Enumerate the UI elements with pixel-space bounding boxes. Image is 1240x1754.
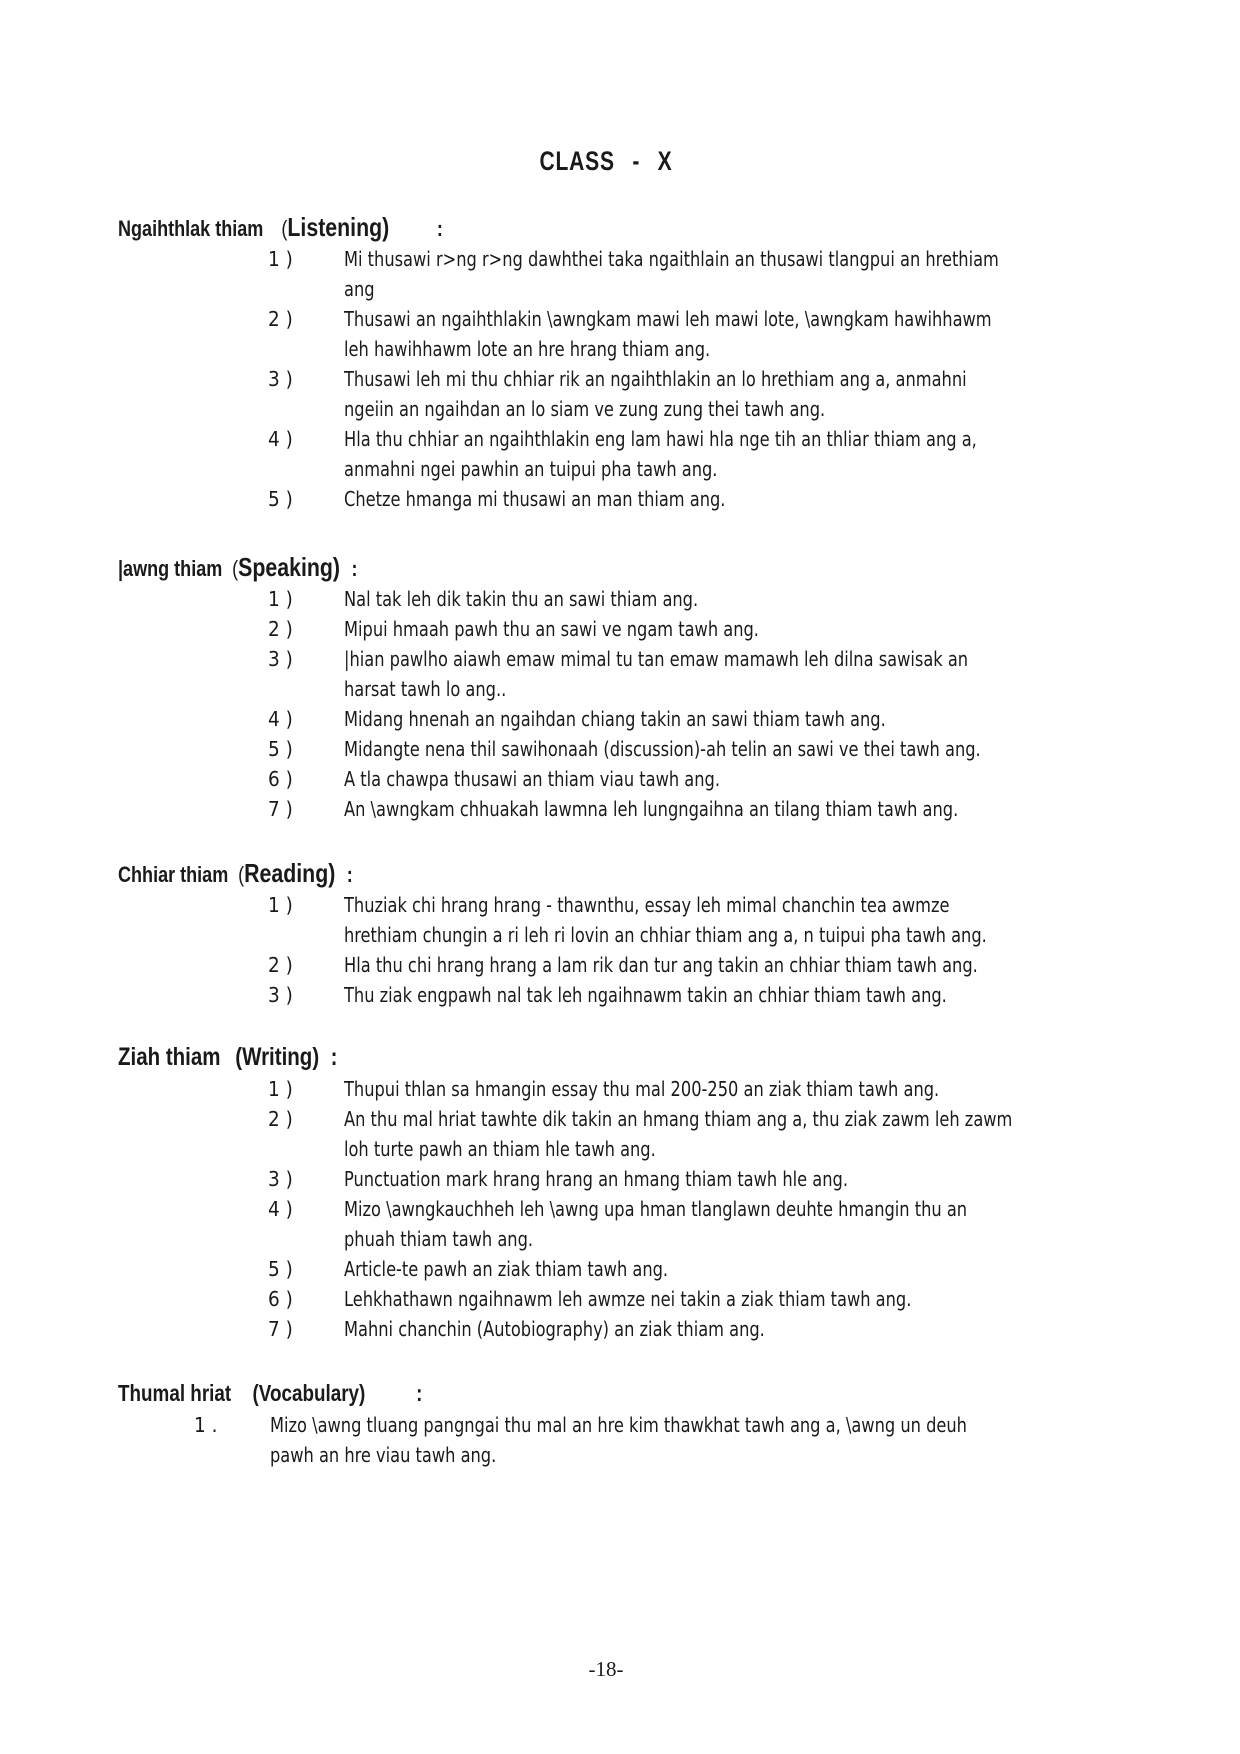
item-number: 3 ) <box>268 1167 293 1191</box>
item-number: 1 . <box>194 1413 218 1437</box>
list-item <box>118 244 1118 304</box>
item-text: Lehkhathawn ngaihnawm leh awmze nei takin a ziak thiam tawh ang. <box>344 1287 912 1311</box>
list-item <box>118 1104 1118 1164</box>
item-text: Mipui hmaah pawh thu an sawi ve ngam tawh ang. <box>344 617 759 641</box>
item-number: 5 ) <box>268 737 293 761</box>
heading-colon: : <box>330 1043 338 1071</box>
item-number: 2 ) <box>268 953 293 977</box>
item-text: An thu mal hriat tawhte dik takin an hmang thiam ang a, thu ziak zawm leh zawm loh turte pawh an thiam hle tawh ang. <box>344 1107 1013 1161</box>
list-item <box>118 424 1118 484</box>
objective-list <box>118 890 1118 1010</box>
heading-english: Speaking) <box>238 552 341 582</box>
item-text: Hla thu chi hrang hrang a lam rik dan tur ang takin an chhiar thiam tawh ang. <box>344 953 978 977</box>
item-number: 3 ) <box>268 647 293 671</box>
item-number: 2 ) <box>268 1107 293 1131</box>
item-text: Thusawi leh mi thu chhiar rik an ngaihthlakin an lo hrethiam ang a, anmahni ngeiin an ngaihdan an lo siam ve zung zung thei tawh ang. <box>344 367 967 421</box>
item-text: Mi thusawi r>ng r>ng dawhthei taka ngaithlain an thusawi tlangpui an hrethiam ang <box>344 247 999 301</box>
item-number: 4 ) <box>268 427 293 451</box>
item-number: 4 ) <box>268 1197 293 1221</box>
item-number: 3 ) <box>268 367 293 391</box>
list-item <box>118 364 1118 424</box>
list-item <box>118 484 1118 514</box>
item-number: 7 ) <box>268 797 293 821</box>
list-item <box>118 794 1118 824</box>
objective-list <box>118 244 1118 514</box>
list-item <box>118 1164 1118 1194</box>
item-text: Mahni chanchin (Autobiography) an ziak thiam ang. <box>344 1317 765 1341</box>
item-text: Nal tak leh dik takin thu an sawi thiam ang. <box>344 587 699 611</box>
item-number: 3 ) <box>268 983 293 1007</box>
list-item <box>118 764 1118 794</box>
item-text: Hla thu chhiar an ngaihthlakin eng lam hawi hla nge tih an thliar thiam ang a, anmahni ngei pawhin an tuipui pha tawh ang. <box>344 427 977 481</box>
item-number: 2 ) <box>268 307 293 331</box>
section-listening <box>118 210 1118 514</box>
item-number: 4 ) <box>268 707 293 731</box>
section-heading-reading: Chhiar thiam (Reading) : <box>118 858 353 888</box>
item-text: Midang hnenah an ngaihdan chiang takin an sawi thiam tawh ang. <box>344 707 886 731</box>
section-heading-speaking: |awng thiam (Speaking) : <box>118 552 358 582</box>
section-heading-listening: Ngaihthlak thiam (Listening) : <box>118 212 443 242</box>
heading-label: Thumal hriat <box>118 1380 232 1406</box>
item-text: Mizo \awngkauchheh leh \awng upa hman tlanglawn deuhte hmangin thu an phuah thiam tawh ang. <box>344 1197 968 1251</box>
item-number: 2 ) <box>268 617 293 641</box>
list-item <box>118 1410 1118 1470</box>
item-number: 6 ) <box>268 1287 293 1311</box>
heading-english: Reading) <box>244 858 336 888</box>
list-item <box>118 1074 1118 1104</box>
list-item <box>118 584 1118 614</box>
item-text: A tla chawpa thusawi an thiam viau tawh ang. <box>344 767 721 791</box>
item-text: Thu ziak engpawh nal tak leh ngaihnawm takin an chhiar thiam tawh ang. <box>344 983 947 1007</box>
section-writing <box>118 1040 1118 1344</box>
heading-colon: : <box>436 216 443 241</box>
heading-label: Ziah thiam <box>118 1043 221 1071</box>
list-item <box>118 1254 1118 1284</box>
item-text: Midangte nena thil sawihonaah (discussion)-ah telin an sawi ve thei tawh ang. <box>344 737 981 761</box>
list-item <box>118 1284 1118 1314</box>
section-vocabulary <box>118 1376 1118 1470</box>
list-item <box>118 614 1118 644</box>
item-number: 5 ) <box>268 487 293 511</box>
heading-label: Ngaihthlak thiam <box>118 216 264 241</box>
item-number: 5 ) <box>268 1257 293 1281</box>
item-text: Chetze hmanga mi thusawi an man thiam ang. <box>344 487 726 511</box>
heading-colon: : <box>351 556 358 581</box>
item-text: Mizo \awng tluang pangngai thu mal an hre kim thawkhat tawh ang a, \awng un deuh pawh an hre viau tawh ang. <box>270 1413 967 1467</box>
list-item <box>118 704 1118 734</box>
item-number: 1 ) <box>268 587 293 611</box>
section-speaking <box>118 550 1118 824</box>
heading-colon: : <box>416 1380 423 1406</box>
list-item <box>118 980 1118 1010</box>
objective-list <box>118 584 1118 824</box>
list-item <box>118 1194 1118 1254</box>
heading-label: |awng thiam <box>118 556 223 581</box>
item-number: 1 ) <box>268 893 293 917</box>
heading-colon: : <box>346 862 353 887</box>
item-text: |hian pawlho aiawh emaw mimal tu tan emaw mamawh leh dilna sawisak an harsat tawh lo ang.. <box>344 647 969 701</box>
section-reading <box>118 856 1118 1010</box>
list-item <box>118 950 1118 980</box>
page-title: CLASS - X <box>539 146 673 176</box>
item-text: Thupui thlan sa hmangin essay thu mal 200-250 an ziak thiam tawh ang. <box>344 1077 940 1101</box>
heading-label: Chhiar thiam <box>118 862 229 887</box>
item-text: Thuziak chi hrang hrang - thawnthu, essay leh mimal chanchin tea awmze hrethiam chungin a ri leh ri lovin an chhiar thiam ang a, n tuipui pha tawh ang. <box>344 893 987 947</box>
list-item <box>118 734 1118 764</box>
list-item <box>118 890 1118 950</box>
page-number: -18- <box>588 1657 624 1681</box>
section-heading-writing <box>118 1040 938 1074</box>
objective-list <box>118 1074 1118 1344</box>
heading-english: (Vocabulary) <box>252 1380 366 1406</box>
item-number: 6 ) <box>268 767 293 791</box>
list-item <box>118 304 1118 364</box>
item-text: Punctuation mark hrang hrang an hmang thiam tawh hle ang. <box>344 1167 848 1191</box>
objective-list <box>118 1410 1118 1470</box>
list-item <box>118 644 1118 704</box>
section-heading-vocabulary <box>118 1376 938 1410</box>
item-text: An \awngkam chhuakah lawmna leh lungngaihna an tilang thiam tawh ang. <box>344 797 959 821</box>
heading-english: (Writing) <box>235 1043 320 1071</box>
heading-english: Listening) <box>287 212 390 242</box>
item-number: 7 ) <box>268 1317 293 1341</box>
list-item <box>118 1314 1118 1344</box>
item-text: Thusawi an ngaihthlakin \awngkam mawi leh mawi lote, \awngkam hawihhawm leh hawihhawm lote an hre hrang thiam ang. <box>344 307 992 361</box>
item-number: 1 ) <box>268 1077 293 1101</box>
item-text: Article-te pawh an ziak thiam tawh ang. <box>344 1257 669 1281</box>
item-number: 1 ) <box>268 247 293 271</box>
